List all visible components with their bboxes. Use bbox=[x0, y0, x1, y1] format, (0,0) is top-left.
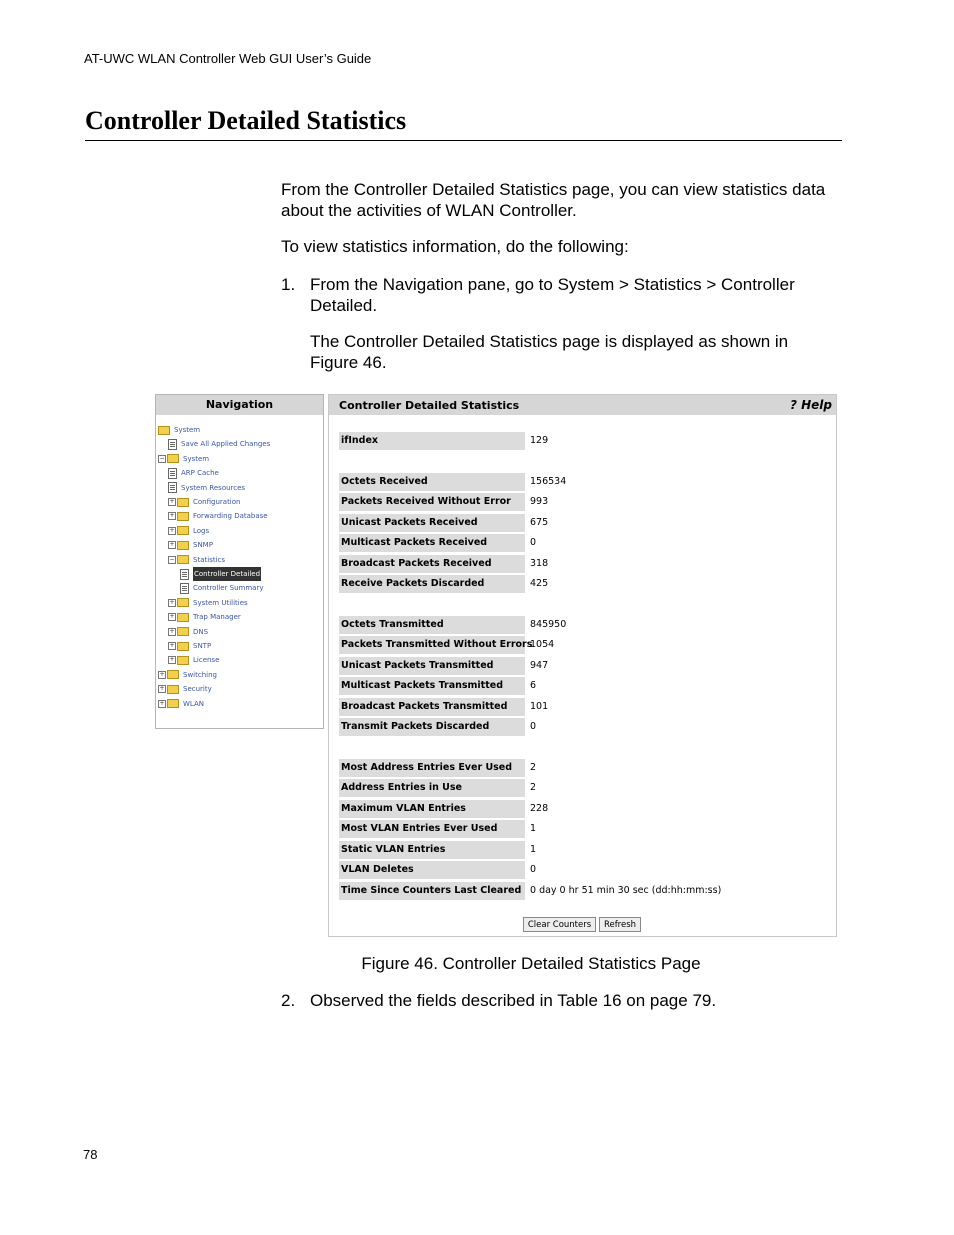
nav-tree-label: System Resources bbox=[181, 483, 246, 492]
nav-tree-item[interactable] bbox=[158, 682, 212, 696]
stat-row bbox=[339, 575, 819, 593]
document-icon bbox=[168, 482, 177, 493]
nav-tree-label: System bbox=[183, 454, 210, 463]
nav-tree-item[interactable] bbox=[168, 653, 219, 667]
step-1-note-line-2: Figure 46. bbox=[310, 353, 387, 372]
stat-row bbox=[339, 555, 819, 573]
document-icon bbox=[168, 439, 177, 450]
stat-value: 0 bbox=[530, 864, 537, 875]
stat-row bbox=[339, 779, 819, 797]
folder-open-icon bbox=[177, 555, 189, 564]
folder-icon bbox=[177, 656, 189, 665]
nav-tree-item[interactable] bbox=[168, 437, 270, 451]
folder-icon bbox=[177, 512, 189, 521]
nav-tree-item[interactable] bbox=[180, 581, 264, 595]
refresh-button[interactable]: Refresh bbox=[599, 917, 641, 932]
nav-tree-item[interactable] bbox=[158, 423, 200, 437]
collapse-icon[interactable]: − bbox=[159, 454, 165, 462]
expand-icon[interactable]: + bbox=[169, 642, 175, 649]
nav-tree-label: WLAN bbox=[183, 699, 205, 708]
step-1-line-2: Detailed. bbox=[310, 296, 378, 315]
stat-value: 1 bbox=[530, 823, 537, 834]
nav-tree-item[interactable] bbox=[168, 553, 225, 567]
nav-tree-label: ARP Cache bbox=[181, 469, 219, 478]
stat-label: Static VLAN Entries bbox=[339, 841, 525, 859]
folder-icon bbox=[177, 526, 189, 535]
stat-label: Transmit Packets Discarded bbox=[339, 718, 525, 736]
stat-value: 1 bbox=[530, 844, 537, 855]
nav-tree-item[interactable] bbox=[168, 538, 213, 552]
stat-row bbox=[339, 636, 819, 654]
step-1-line-1: From the Navigation pane, go to System > Statistics > Controller bbox=[310, 275, 795, 294]
stat-row bbox=[339, 759, 819, 777]
expand-icon[interactable]: + bbox=[169, 627, 175, 635]
expand-icon[interactable]: + bbox=[169, 541, 175, 549]
intro-line-2: about the activities of WLAN Controller. bbox=[281, 201, 577, 220]
nav-tree-label: Security bbox=[183, 685, 212, 694]
stat-label: Unicast Packets Transmitted bbox=[339, 657, 525, 675]
stat-label: Time Since Counters Last Cleared bbox=[339, 882, 525, 900]
stat-row bbox=[339, 473, 819, 491]
folder-open-icon bbox=[167, 454, 179, 463]
nav-tree-label: System bbox=[174, 426, 201, 434]
nav-tree-item[interactable] bbox=[168, 509, 268, 523]
stat-row bbox=[339, 432, 819, 450]
stat-value: 993 bbox=[530, 496, 549, 507]
stat-label: Maximum VLAN Entries bbox=[339, 800, 525, 818]
expand-icon[interactable]: + bbox=[169, 498, 175, 505]
nav-tree-item[interactable] bbox=[158, 452, 209, 466]
stat-row bbox=[339, 718, 819, 736]
nav-tree-label: Statistics bbox=[193, 555, 225, 564]
stat-label: Receive Packets Discarded bbox=[339, 575, 525, 593]
stat-label: VLAN Deletes bbox=[339, 861, 525, 879]
stat-row bbox=[339, 657, 819, 675]
collapse-icon[interactable]: − bbox=[169, 555, 175, 563]
nav-tree-item[interactable] bbox=[158, 697, 204, 711]
stat-value: 228 bbox=[530, 803, 549, 814]
stat-value: 845950 bbox=[530, 619, 567, 630]
expand-icon[interactable]: + bbox=[169, 598, 175, 606]
figure-screenshot bbox=[155, 394, 837, 937]
expand-icon[interactable]: + bbox=[169, 512, 175, 520]
stat-label: Packets Received Without Error bbox=[339, 493, 525, 511]
running-header: AT-UWC WLAN Controller Web GUI User’s Guide bbox=[84, 51, 372, 66]
stat-label: Most Address Entries Ever Used bbox=[339, 759, 525, 777]
folder-icon bbox=[177, 498, 189, 507]
stat-row bbox=[339, 882, 819, 900]
step-1-text bbox=[310, 274, 795, 316]
document-icon bbox=[180, 583, 189, 594]
nav-tree-label: Trap Manager bbox=[193, 613, 241, 622]
stat-value: 156534 bbox=[530, 476, 567, 487]
document-icon bbox=[168, 468, 177, 479]
expand-icon[interactable]: + bbox=[169, 526, 175, 534]
stat-value: 1054 bbox=[530, 639, 555, 650]
stat-row bbox=[339, 698, 819, 716]
nav-tree-label: Controller Summary bbox=[193, 584, 264, 593]
stat-label: Broadcast Packets Received bbox=[339, 555, 525, 573]
nav-tree-label: Controller Detailed bbox=[193, 567, 261, 581]
nav-tree-item[interactable] bbox=[168, 625, 208, 639]
nav-tree-label: Configuration bbox=[193, 498, 241, 506]
step-1-number: 1. bbox=[281, 275, 296, 294]
nav-tree-item[interactable] bbox=[168, 639, 211, 653]
stat-value: 675 bbox=[530, 517, 549, 528]
stat-label: Multicast Packets Received bbox=[339, 534, 525, 552]
stat-label: Octets Transmitted bbox=[339, 616, 525, 634]
stat-value: 101 bbox=[530, 701, 549, 712]
stat-value: 2 bbox=[530, 762, 537, 773]
document-icon bbox=[180, 569, 189, 580]
stat-row bbox=[339, 841, 819, 859]
nav-tree-label: Save All Applied Changes bbox=[181, 440, 271, 449]
stat-row bbox=[339, 493, 819, 511]
stat-value: 0 bbox=[530, 721, 537, 732]
stat-row bbox=[339, 820, 819, 838]
nav-tree-item[interactable] bbox=[168, 481, 245, 495]
stat-row bbox=[339, 677, 819, 695]
page-number: 78 bbox=[83, 1147, 98, 1162]
nav-tree-label: Switching bbox=[183, 670, 217, 679]
nav-tree-item[interactable] bbox=[168, 495, 240, 509]
expand-icon[interactable]: + bbox=[159, 699, 165, 707]
nav-tree-item[interactable] bbox=[168, 596, 248, 610]
intro-line-1: From the Controller Detailed Statistics page, you can view statistics data bbox=[281, 180, 826, 199]
nav-tree-label: License bbox=[193, 656, 220, 665]
stat-label: Most VLAN Entries Ever Used bbox=[339, 820, 525, 838]
nav-tree-label: Forwarding Database bbox=[193, 512, 268, 521]
expand-icon[interactable]: + bbox=[169, 613, 175, 621]
nav-tree-item[interactable] bbox=[168, 524, 209, 538]
stat-value: 0 bbox=[530, 537, 537, 548]
folder-icon bbox=[177, 613, 189, 622]
nav-tree-item[interactable] bbox=[158, 668, 217, 682]
nav-tree-item[interactable] bbox=[168, 466, 219, 480]
stat-value: 6 bbox=[530, 680, 537, 691]
folder-open-icon bbox=[158, 426, 170, 435]
figure-caption: Figure 46. Controller Detailed Statistics Page bbox=[361, 954, 701, 973]
nav-tree-item[interactable] bbox=[180, 567, 261, 581]
nav-tree-label: DNS bbox=[193, 627, 209, 636]
step-1-note bbox=[310, 331, 788, 373]
folder-icon bbox=[177, 627, 189, 636]
nav-tree-label: System Utilities bbox=[193, 598, 248, 607]
navigation-pane bbox=[155, 394, 324, 729]
step-1-note-line-1: The Controller Detailed Statistics page is displayed as shown in bbox=[310, 332, 789, 351]
step-2-text: Observed the fields described in Table 16 on page 79. bbox=[310, 991, 717, 1010]
stat-value: 129 bbox=[530, 435, 549, 446]
folder-icon bbox=[177, 541, 189, 550]
nav-tree-label: SNTP bbox=[193, 642, 212, 650]
step-2-number: 2. bbox=[281, 991, 296, 1010]
title-divider bbox=[85, 140, 842, 141]
stat-label: Octets Received bbox=[339, 473, 525, 491]
content-title: Controller Detailed Statistics bbox=[339, 399, 520, 412]
content-header bbox=[329, 395, 836, 415]
clear-counters-button[interactable]: Clear Counters bbox=[523, 917, 596, 932]
expand-icon[interactable]: + bbox=[159, 670, 165, 678]
stat-label: Broadcast Packets Transmitted bbox=[339, 698, 525, 716]
section-title: Controller Detailed Statistics bbox=[85, 106, 407, 135]
stat-value: 318 bbox=[530, 558, 549, 569]
stat-row bbox=[339, 616, 819, 634]
stat-row bbox=[339, 514, 819, 532]
stat-row bbox=[339, 800, 819, 818]
stat-label: Packets Transmitted Without Errors bbox=[339, 636, 525, 654]
stat-label: Multicast Packets Transmitted bbox=[339, 677, 525, 695]
folder-icon bbox=[177, 598, 189, 607]
stat-row bbox=[339, 861, 819, 879]
expand-icon[interactable]: + bbox=[169, 656, 175, 664]
folder-icon bbox=[177, 642, 189, 651]
nav-tree-item[interactable] bbox=[168, 610, 241, 624]
stat-label: Address Entries in Use bbox=[339, 779, 525, 797]
content-pane bbox=[328, 394, 837, 937]
nav-tree-label: Logs bbox=[193, 526, 210, 535]
instruction-paragraph: To view statistics information, do the following: bbox=[281, 237, 629, 256]
help-link[interactable]: ? Help bbox=[789, 398, 832, 412]
stat-value: 425 bbox=[530, 578, 549, 589]
nav-tree-label: SNMP bbox=[193, 541, 213, 550]
stat-row bbox=[339, 534, 819, 552]
folder-icon bbox=[167, 699, 179, 708]
intro-paragraph bbox=[281, 179, 825, 221]
stat-label: Unicast Packets Received bbox=[339, 514, 525, 532]
stat-value: 0 day 0 hr 51 min 30 sec (dd:hh:mm:ss) bbox=[530, 885, 722, 896]
stat-value: 947 bbox=[530, 660, 549, 671]
stat-label: ifIndex bbox=[339, 432, 525, 450]
stat-value: 2 bbox=[530, 782, 537, 793]
folder-icon bbox=[167, 670, 179, 679]
folder-icon bbox=[167, 685, 179, 694]
expand-icon[interactable]: + bbox=[159, 685, 165, 693]
navigation-title: Navigation bbox=[156, 395, 323, 415]
